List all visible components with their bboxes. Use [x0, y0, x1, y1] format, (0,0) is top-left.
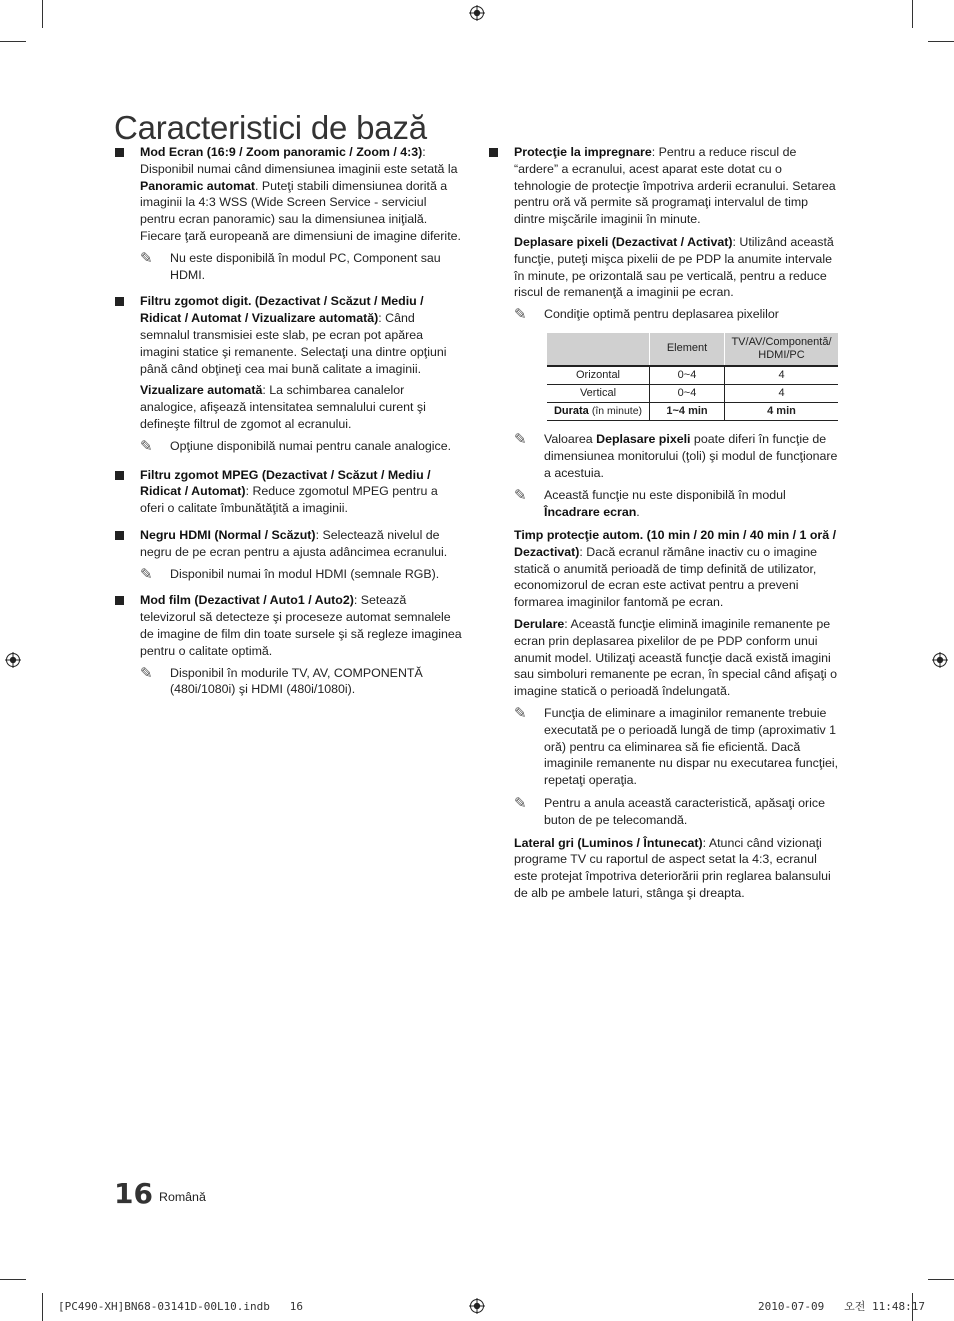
item-text	[514, 144, 841, 228]
list-item-filtru-digit	[115, 293, 463, 454]
sub-item-label: Timp protecţie autom. (10 min / 20 min / 40 min / 1 oră / Dezactivat)	[514, 527, 837, 559]
sub-item-label: Deplasare pixeli (Dezactivat / Activat)	[514, 234, 733, 249]
list-item-mod-film	[115, 592, 463, 698]
note	[140, 438, 463, 455]
row-label: Vertical	[579, 386, 617, 399]
right-notes	[489, 431, 841, 902]
crop-mark	[912, 0, 913, 28]
bullet-square-icon	[115, 596, 124, 605]
note	[514, 306, 841, 323]
note	[514, 431, 841, 481]
pencil-note-icon: ✎	[514, 793, 527, 812]
list-item-negru-hdmi	[115, 527, 463, 582]
footer-date: 2010-07-09 오전 11:48:17	[758, 1300, 925, 1313]
table-header-row	[547, 333, 838, 366]
item-text	[140, 592, 463, 659]
list-item-mod-ecran	[115, 144, 463, 283]
crop-mark	[928, 41, 954, 42]
note-text: Disponibil în modurile TV, AV, COMPONENTĂ (480i/1080i) şi HDMI (480i/1080i).	[170, 665, 423, 697]
item-label: Protecţie la impregnare	[514, 145, 652, 159]
pencil-note-icon: ✎	[514, 305, 527, 324]
note	[514, 487, 841, 521]
item-desc: : Setează televizorul să detecteze şi proceseze automat semnalele de imagine de film din toate sursele şi să regleze imaginea pentru o calitate optimă.	[140, 593, 462, 658]
item-desc: : Când semnalul transmisiei este slab, pe ecran pot apărea imagini statice şi remanente. Selectaţi una dintre opţiuni până când obţineţi cea mai bună calitate a imaginii.	[140, 311, 447, 376]
item-desc: : Pentru a reduce riscul de “ardere” a ecranului, acest aparat este dotat cu o tehnologie de protecţie împotriva arderii ecranului. Setarea pentru oră vă permite să programaţi intervalul de timp dintre mişcările imaginii în minute.	[514, 145, 836, 227]
bullet-square-icon	[115, 148, 124, 157]
page-number: 16	[114, 1177, 153, 1210]
table-row	[547, 366, 838, 385]
sub-item-label: Derulare	[514, 616, 565, 631]
sub-item-label: Vizualizare automată	[140, 383, 263, 398]
note	[514, 795, 841, 829]
registration-mark-icon	[469, 1298, 485, 1314]
item-text	[140, 467, 463, 517]
note-text: poate diferi în funcţie de dimensiunea monitorului (ţoli) şi modul de funcţionare a acestuia.	[544, 431, 838, 480]
note	[514, 705, 841, 789]
note-text: Pentru a anula această caracteristică, apăsaţi orice buton de pe telecomandă.	[544, 795, 826, 827]
table-cell: 0~4	[650, 366, 725, 385]
sub-item-text	[140, 382, 463, 432]
sub-item-label: Lateral gri (Luminos / Întunecat)	[514, 835, 703, 850]
crop-mark	[0, 1279, 26, 1280]
bullet-square-icon	[489, 148, 498, 157]
list-item-filtru-mpeg	[115, 467, 463, 517]
pencil-note-icon: ✎	[514, 703, 527, 722]
table-cell	[547, 384, 650, 402]
pencil-note-icon: ✎	[140, 248, 153, 267]
left-column	[115, 144, 463, 704]
row-label: Durata	[553, 404, 589, 417]
right-column	[489, 144, 841, 907]
item-text	[140, 527, 463, 561]
bullet-square-icon	[115, 471, 124, 480]
crop-mark	[928, 1279, 954, 1280]
pencil-note-icon: ✎	[140, 436, 153, 455]
page-title: Caracteristici de bază	[114, 109, 427, 147]
item-desc: : Selectează nivelul de negru de pe ecran pentru a ajusta adâncimea ecranului.	[140, 527, 448, 559]
bullet-square-icon	[115, 297, 124, 306]
sub-item-desc: : Această funcţie elimină imaginile remanente pe ecran prin deplasarea pixelilor de pe PDP conform unui anumit model. Utilizaţi această funcţie dacă există imagini sau simboluri remanente pe ecran, în special când afişaţi o imagine statică o perioadă îndelungată.	[514, 616, 838, 699]
table-header-cell: Element	[650, 333, 725, 366]
registration-mark-icon	[469, 5, 485, 21]
item-emph: Panoramic automat	[140, 178, 255, 193]
sub-item-desc: : Utilizând această funcţie, puteţi mişca pixelii de pe PDP la anumite intervale în minute, pe orizontală sau pe verticală, pentru a reduce riscul de remanenţă a imaginii pe ecran.	[514, 234, 834, 300]
sub-item-desc: : La schimbarea canalelor analogice, afişează intensitatea semnalului curent şi defineşte filtrul de zgomot al ecranului.	[140, 383, 426, 431]
note-text: Această funcţie nu este disponibilă în modul	[544, 488, 786, 503]
sub-item-deplasare	[514, 234, 841, 301]
item-label: Filtru zgomot digit. (Dezactivat / Scăzut / Mediu / Ridicat / Automat / Vizualizare automată)	[140, 294, 424, 326]
pencil-note-icon: ✎	[514, 486, 527, 505]
note-text: Disponibil numai în modul HDMI (semnale RGB).	[170, 566, 440, 581]
table-row	[547, 384, 838, 402]
item-text	[140, 144, 463, 245]
table-cell: 1~4 min	[650, 402, 725, 420]
table-cell	[547, 366, 650, 385]
item-label: Mod film (Dezactivat / Auto1 / Auto2)	[140, 593, 354, 608]
table-cell	[547, 402, 650, 420]
note-text: Funcţia de eliminare a imaginilor remanente trebuie executată pe o perioadă lungă de timp (aproximativ 1 oră) pentru ca eliminarea să fie eficientă. Dacă imaginile remanente nu dispar nu executarea funcţiei, repetaţi operaţia.	[544, 705, 839, 788]
page-language: Română	[159, 1190, 206, 1204]
table-cell: 4 min	[725, 402, 839, 420]
note	[140, 665, 463, 699]
note	[140, 250, 463, 284]
note-emph: Încadrare ecran	[544, 505, 637, 520]
sub-item-desc: : Atunci când vizionaţi programe TV cu raportul de aspect setat la 4:3, ecranul este protejat împotriva deteriorării prin reglarea balansului de alb pe ambele laturi, stânga şi dreapta.	[514, 835, 831, 900]
crop-mark	[42, 1293, 43, 1321]
item-label: Negru HDMI (Normal / Scăzut)	[140, 527, 316, 542]
sub-item-timp	[514, 527, 841, 611]
list-item-protectie	[489, 144, 841, 323]
note-text: Opţiune disponibilă numai pentru canale analogice.	[170, 438, 452, 453]
table-header-cell: TV/AV/Componentă/ HDMI/PC	[725, 333, 839, 366]
note-text: Valoarea	[544, 431, 597, 446]
item-desc: : Disponibil numai când dimensiunea imaginii este setată la	[140, 145, 458, 176]
registration-mark-icon	[5, 652, 21, 668]
pencil-note-icon: ✎	[514, 429, 527, 448]
sub-item-desc: : Dacă ecranul rămâne inactiv cu o imagine statică o anumită perioadă de timp definită de utilizator, economizorul de ecran este activat pentru a preveni formarea imaginilor fantomă pe ecran.	[514, 544, 818, 610]
item-desc: . Puteţi stabili dimensiunea dorită a imaginii la 4:3 WSS (Wide Screen Service - serviciul pentru ecran panoramic) sau la dimensiunea iniţială. Fiecare ţară europeană are dimensiuni de imagine diferite.	[140, 178, 461, 243]
crop-mark	[0, 41, 26, 42]
sub-item-lateral	[514, 835, 841, 902]
pencil-note-icon: ✎	[140, 663, 153, 682]
row-label-unit: (în minute)	[591, 404, 643, 417]
note-text: Condiţie optimă pentru deplasarea pixelilor	[544, 307, 779, 322]
crop-mark	[42, 0, 43, 28]
footer-file: [PC490-XH]BN68-03141D-00L10.indb 16	[58, 1300, 304, 1313]
bullet-square-icon	[115, 531, 124, 540]
item-desc: : Reduce zgomotul MPEG pentru a oferi o calitate îmbunătăţită a imaginii.	[140, 484, 438, 516]
note-text: .	[636, 505, 640, 520]
item-text	[140, 293, 463, 377]
pixel-shift-table	[547, 333, 838, 421]
item-label: Filtru zgomot MPEG (Dezactivat / Scăzut / Mediu / Ridicat / Automat)	[140, 467, 431, 499]
table-row	[547, 402, 838, 420]
pencil-note-icon: ✎	[140, 564, 153, 583]
table-cell: 4	[725, 384, 839, 402]
note-emph: Deplasare pixeli	[596, 431, 691, 446]
table-cell: 0~4	[650, 384, 725, 402]
note-text: Nu este disponibilă în modul PC, Component sau HDMI.	[170, 250, 441, 282]
item-label: Mod Ecran (16:9 / Zoom panoramic / Zoom / 4:3)	[140, 145, 423, 159]
table-cell: 4	[725, 366, 839, 385]
table-header-cell	[547, 333, 650, 366]
sub-item-derulare	[514, 616, 841, 700]
note	[140, 566, 463, 583]
registration-mark-icon	[932, 652, 948, 668]
row-label: Orizontal	[575, 368, 621, 381]
